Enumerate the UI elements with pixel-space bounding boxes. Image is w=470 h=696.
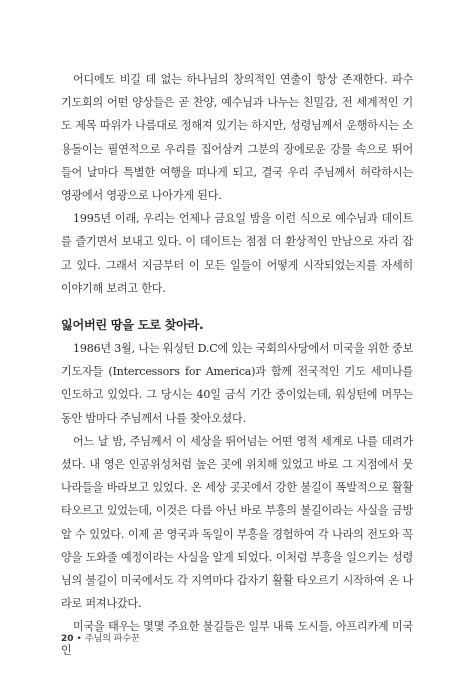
page-footer [61, 632, 140, 646]
section-1-body [61, 68, 413, 300]
paragraph: 1986년 3월, 나는 워싱턴 D.C에 있는 국회의사당에서 미국을 위한 중보 기도자들 (Intercessors for America)과 함께 전국적인 기도 세미나를 인도하고 있었다. 그 당시는 40일 금식 기간 중이었는데, 워싱턴에 머무는 동안 밤마다 주님께서 나를 찾아오셨다. [61, 342, 413, 425]
book-title: 주님의 파수꾼 [84, 634, 140, 644]
footer-separator: • [76, 634, 82, 644]
section-heading: 잃어버린 땅을 도로 찾아라. [61, 318, 204, 332]
paragraph: 미국을 태우는 몇몇 주요한 불길들은 일부 내륙 도시들, 아프리카계 미국인 [61, 620, 413, 657]
page-number: 20 [61, 634, 74, 644]
paragraph: 1995년 이래, 우리는 언제나 금요일 밤을 이런 식으로 예수님과 데이트를 즐기면서 보내고 있다. 이 데이트는 점점 더 환상적인 만남으로 자리 잡고 있다. 그래서 지금부터 이 모든 일들이 어떻게 시작되었는지를 자세히 이야기해 보려고 한다. [61, 212, 413, 295]
section-2-body [61, 337, 413, 662]
paragraph: 어디에도 비길 데 없는 하나님의 창의적인 연출이 항상 존재한다. 파수 기도회의 어떤 양상들은 곧 찬양, 예수님과 나누는 친밀감, 전 세계적인 기도 제목 따위가 나름대로 정해져 있기는 하지만, 성령님께서 운행하시는 소용돌이는 필연적으로 우리를 집어삼켜 그분의 장에로운 강물 속으로 뛰어들어 날마다 특별한 여행을 떠나게 되고, 결국 우리 주님께서 허락하시는 영광에서 영광으로 나아가게 된다. [61, 73, 413, 203]
paragraph: 어느 날 밤, 주님께서 이 세상을 뛰어넘는 어떤 영적 세계로 나를 데려가셨다. 내 영은 인공위성처럼 높은 곳에 위치해 있었고 바로 그 지점에서 뭇 나라들을 바라보고 있었다. 온 세상 곳곳에서 강한 불길이 폭발적으로 활활 타오르고 있었는데, 이것은 다름 아닌 바로 부흥의 불길이라는 사실을 금방 알 수 있었다. 이제 곧 영국과 독일이 부흥을 경험하여 각 나라의 전도와 꼭양을 도와줄 예정이라는 사실을 알게 되었다. 이처럼 부흥을 일으키는 성령님의 불길이 미국에서도 각 지역마다 갑자기 활활 타오르기 시작하여 온 나라로 퍼져나갔다. [61, 434, 413, 611]
